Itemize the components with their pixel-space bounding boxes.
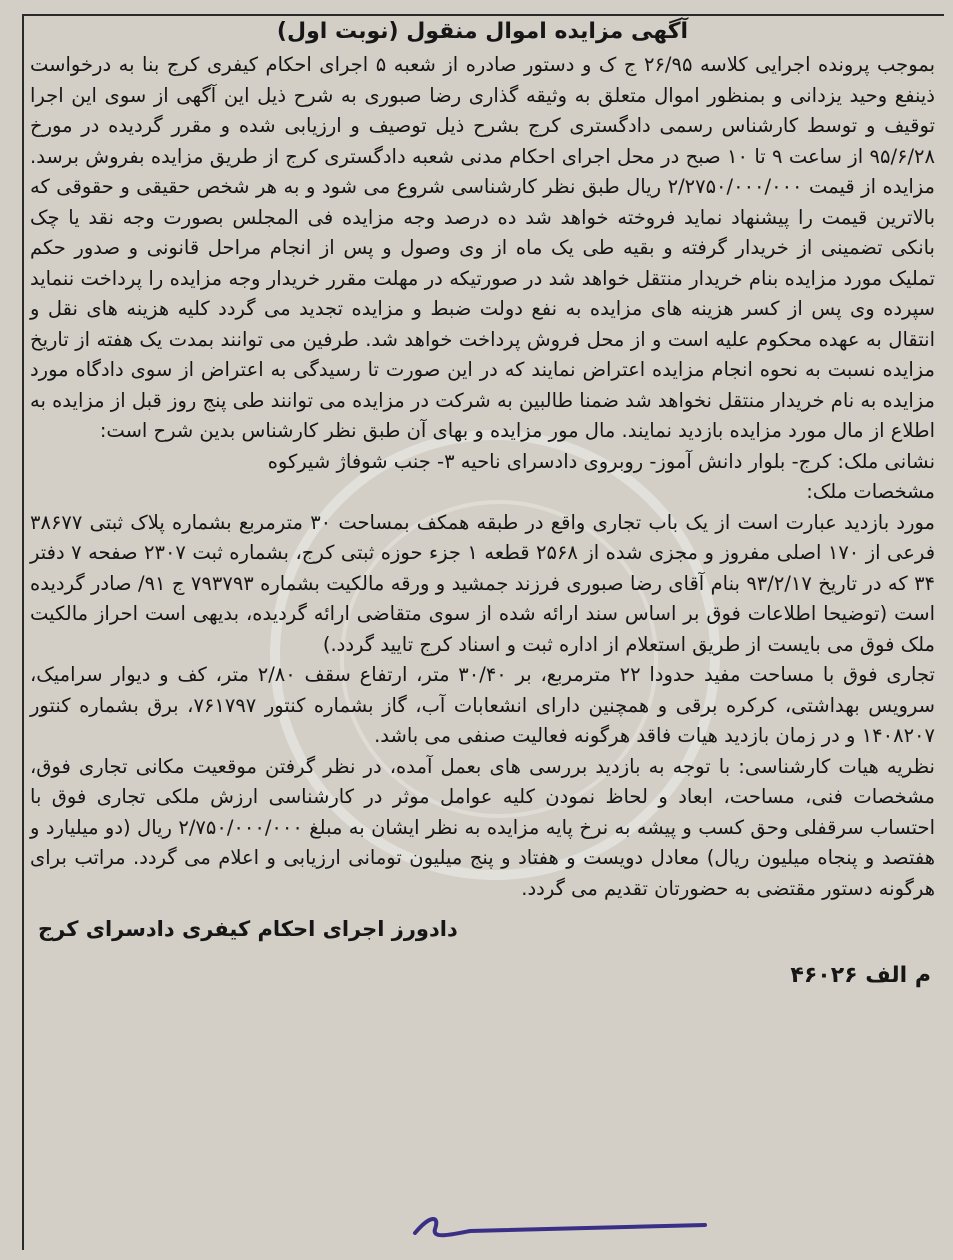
- expert-opinion: نظریه هیات کارشناسی: با توجه به بازدید بررسی های بعمل آمده، در نظر گرفتن موقعیت مکانی تجاری فوق، مشخصات فنی، مساحت، ابعاد و لحاظ نمودن کلیه عوامل موثر در کارشناسی ارزش ملکی تجاری فوق با احتساب سرقفلی وحق کسب و پیشه به نرخ پایه مزایده به نظر ایشان به مبلغ ۲/۷۵۰/۰۰۰/۰۰۰ ریال (دو میلیارد و هفتصد و پنجاه میلیون ریال) معادل دویست و هفتاد و پنج میلیون تومانی ارزیابی و اعلام می گردد. مراتب برای هرگونه دستور مقتضی به حضورتان تقدیم می گردد.: [30, 754, 935, 900]
- property-specs-heading: مشخصات ملک:: [806, 480, 935, 503]
- auction-notice: [30, 14, 935, 994]
- signature-line: دادورز اجرای احکام کیفری دادسرای کرج: [38, 917, 458, 941]
- notice-body: [30, 50, 935, 904]
- pen-mark-icon: [410, 1205, 710, 1245]
- notice-title: آگهی مزایده اموال منقول (نوبت اول): [276, 19, 689, 44]
- property-details: تجاری فوق با مساحت مفید حدودا ۲۲ مترمربع، بر ۳۰/۴۰ متر، ارتفاع سقف ۲/۸۰ متر، کف و دیوار سرامیک، سرویس بهداشتی، کرکره برقی و همچنین دارای انشعابات آب، گاز بشماره کنتور ۷۶۱۷۹۷، برق بشماره کنتور ۱۴۰۸۲۰۷ و در زمان بازدید هیات فاقد هرگونه فعالیت صنفی می باشد.: [30, 663, 936, 747]
- reference-number: م الف ۴۶۰۲۶: [790, 963, 931, 988]
- property-address: نشانی ملک: کرج- بلوار دانش آموز- روبروی دادسرای ناحیه ۳- جنب شوفاژ شیرکوه: [267, 449, 935, 473]
- notice-paragraph-main: بموجب پرونده اجرایی کلاسه ۲۶/۹۵ ج ک و دستور صادره از شعبه ۵ اجرای احکام کیفری کرج بنا به درخواست ذینفع وحید یزدانی و بمنظور اموال متعلق به وثیقه گذاری رضا صبوری به شرح ذیل این آگهی از سوی این اجرا توقیف و توسط کارشناس رسمی دادگستری کرج بشرح ذیل توصیف و ارزیابی شده و مقرر گردیده در مورخ ۹۵/۶/۲۸ از ساعت ۹ تا ۱۰ صبح در محل اجرای احکام مدنی شعبه دادگستری کرج از طریق مزایده بفروش برسد. مزایده از قیمت ۲/۲۷۵۰/۰۰۰/۰۰۰ ریال طبق نظر کارشناسی شروع می شود و به هر شخص حقیقی و حقوقی که بالاترین قیمت را پیشنهاد نماید فروخته خواهد شد ده درصد وجه مزایده فی المجلس بصورت وجه نقد یا چک بانکی تضمینی از خریدار گرفته و بقیه طی یک ماه از وی وصول و پس از انجام مراحل قانونی و صدور حکم تملیک مورد مزایده بنام خریدار منتقل خواهد شد در صورتیکه در مهلت مقرر خریدار وجه مزایده را پرداخت ننماید سپرده وی پس از کسر هزینه های مزایده به نفع دولت ضبط و مزایده تجدید می گردد کلیه هزینه های نقل و انتقال به عهده محکوم علیه است و از محل فروش پرداخت خواهد شد. طرفین می توانند بمدت یک هفته از تاریخ مزایده نسبت به نحوه انجام مزایده اعتراض نمایند که در این صورت تا رسیدگی به اعتراض از سوی دادگاه مورد مزایده به نام خریدار منتقل نخواهد شد ضمنا طالبین به شرکت در مزایده می توانند طی پنج روز قبل از مزایده به اطلاع از مال مورد مزایده بازدید نمایند. مال مور مزایده و بهای آن طبق نظر کارشناس بدین شرح است:: [30, 53, 936, 442]
- property-description: مورد بازدید عبارت است از یک باب تجاری واقع در طبقه همکف بمساحت ۳۰ مترمربع بشماره پلاک ثبتی ۳۸۶۷۷ فرعی از ۱۷۰ اصلی مفروز و مجزی شده از ۲۵۶۸ قطعه ۱ جزء حوزه ثبتی کرج، بشماره ثبت ۲۳۰۷ صفحه ۷ دفتر ۳۴ که در تاریخ ۹۳/۲/۱۷ بنام آقای رضا صبوری فرزند جمشید و ورقه مالکیت بشماره ۷۹۳۷۹۳ ج ۹۱/ صادر گردیده است (توضیحا اطلاعات فوق بر اساس سند ارائه شده از سوی متقاضی ارائه گردیده، بدیهی است احراز مالکیت ملک فوق می بایست از طریق استعلام از اداره ثبت و اسناد کرج تایید گردد.): [30, 510, 936, 656]
